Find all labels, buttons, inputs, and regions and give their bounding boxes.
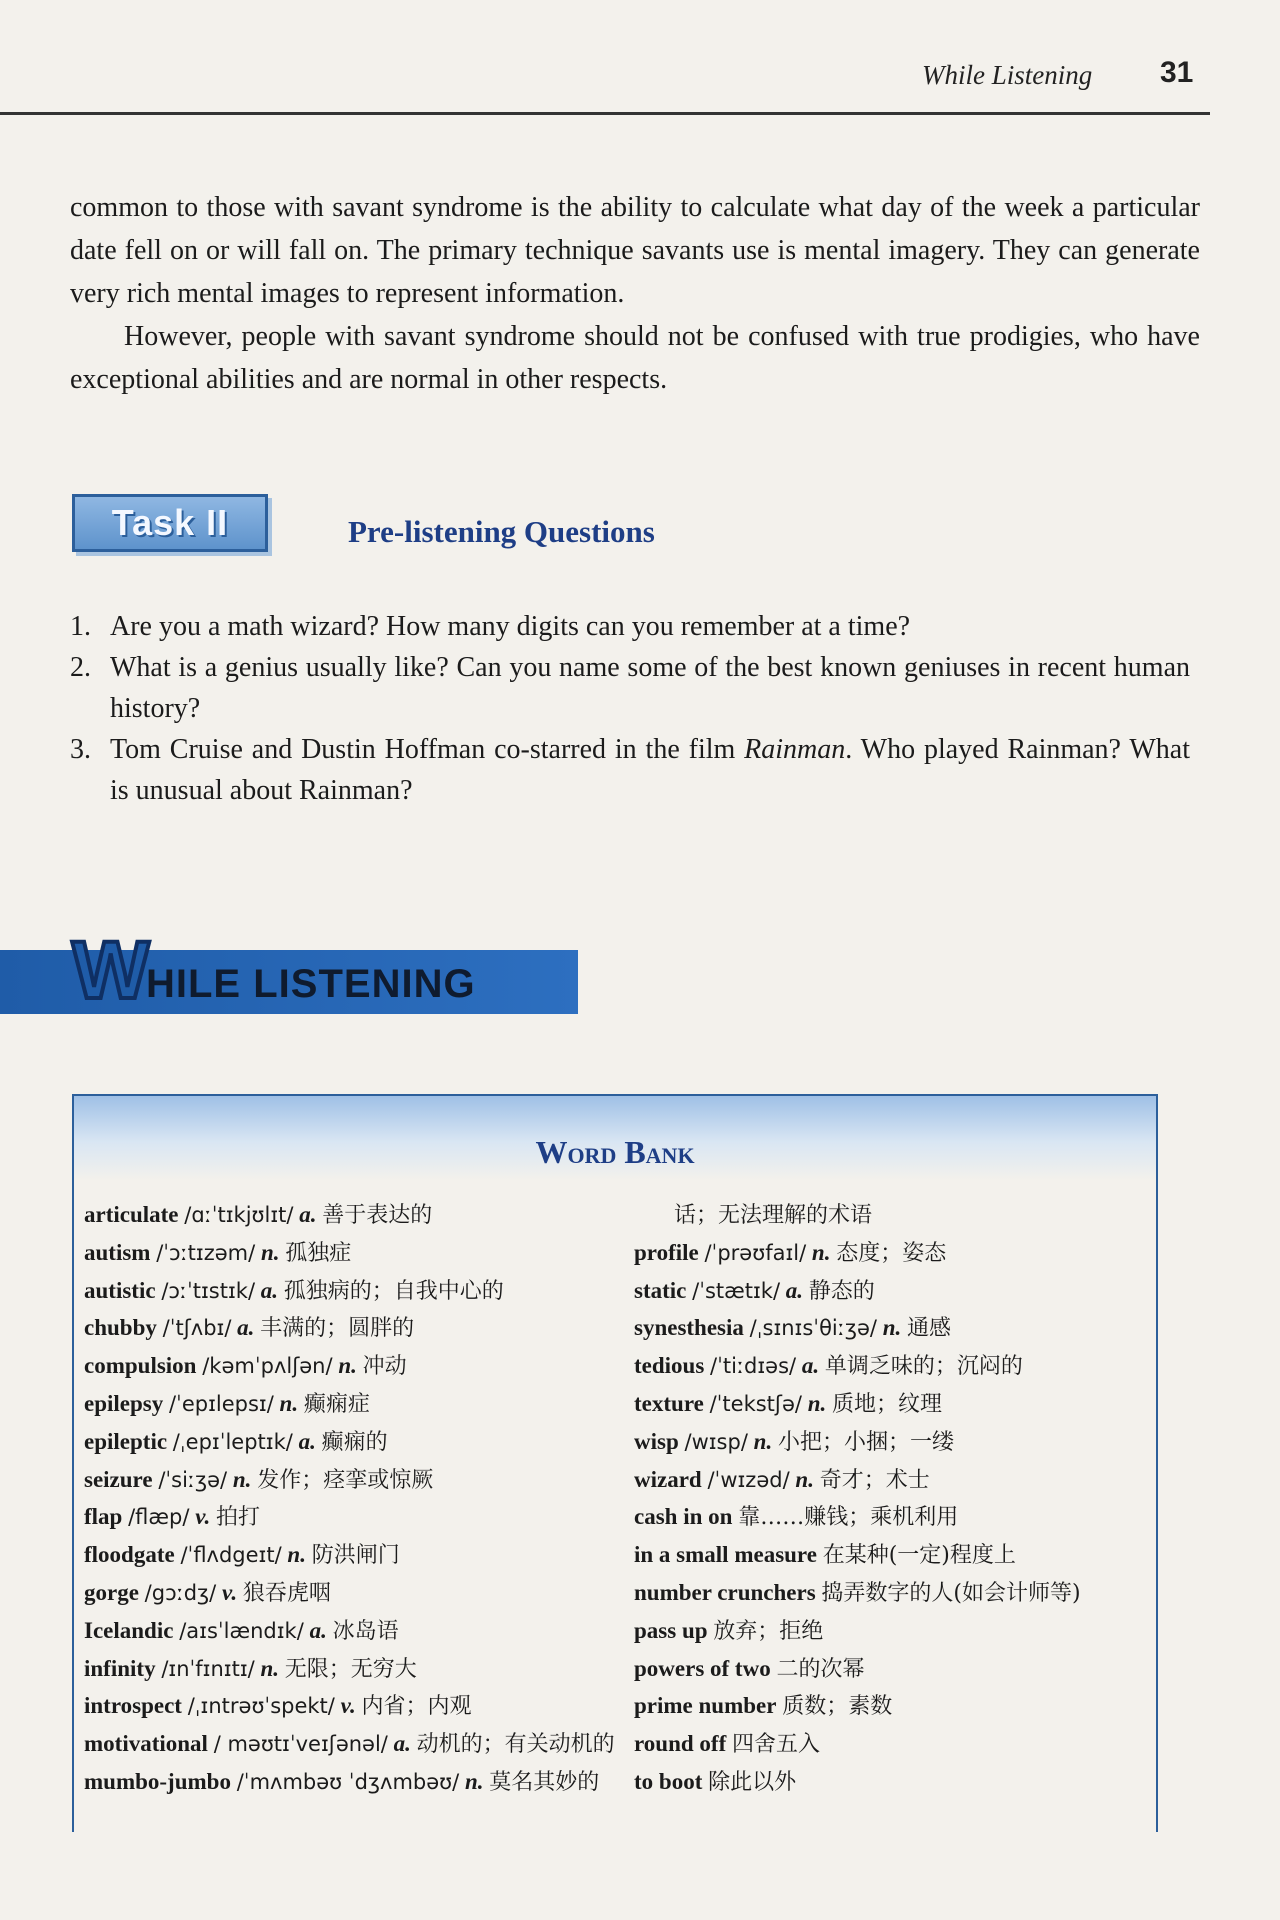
question-text bbox=[110, 729, 1190, 811]
word-bank-left-column bbox=[84, 1196, 634, 1801]
word-definition: 拍打 bbox=[216, 1505, 261, 1531]
word-pronunciation: /ˌsɪnɪsˈθiːʒə/ bbox=[749, 1316, 877, 1341]
word-definition: 小把；小捆；一缕 bbox=[777, 1429, 954, 1455]
word-term: chubby bbox=[84, 1315, 157, 1341]
word-pronunciation: /ˈflʌdgeɪt/ bbox=[180, 1543, 282, 1568]
word-pronunciation: /wɪsp/ bbox=[684, 1429, 748, 1454]
word-entry bbox=[634, 1309, 1154, 1347]
word-part-of-speech: a. bbox=[801, 1353, 820, 1379]
word-entry bbox=[634, 1498, 1154, 1536]
word-pronunciation: /kəmˈpʌlʃən/ bbox=[202, 1354, 333, 1379]
word-entry bbox=[634, 1461, 1154, 1499]
word-entry bbox=[634, 1574, 1154, 1612]
word-definition: 防洪闸门 bbox=[311, 1543, 400, 1569]
word-term: static bbox=[634, 1277, 687, 1303]
word-part-of-speech: v. bbox=[340, 1693, 356, 1719]
word-definition: 靠……赚钱；乘机利用 bbox=[738, 1505, 959, 1531]
word-definition: 动机的；有关动机的 bbox=[416, 1732, 615, 1758]
paragraph-1: common to those with savant syndrome is the ability to calculate what day of the week a particular date fell on or will fall on. The primary technique savants use is mental imagery. They can generate very rich mental images to represent information. bbox=[70, 192, 1200, 309]
banner-initial: W bbox=[72, 925, 150, 1016]
word-pronunciation: /ˈtiːdɪəs/ bbox=[710, 1354, 797, 1379]
word-part-of-speech: a. bbox=[393, 1731, 411, 1757]
word-entry bbox=[634, 1385, 1154, 1423]
word-part-of-speech: n. bbox=[753, 1428, 773, 1454]
running-head: While Listening bbox=[922, 60, 1093, 90]
word-bank bbox=[72, 1094, 1158, 1832]
word-entry bbox=[634, 1612, 1154, 1650]
word-definition: 孤独症 bbox=[285, 1240, 352, 1266]
word-pronunciation: /ˈprəʊfaɪl/ bbox=[704, 1240, 807, 1265]
word-pronunciation: /ɔːˈtɪstɪk/ bbox=[161, 1278, 256, 1303]
word-entry bbox=[84, 1612, 634, 1650]
word-part-of-speech: v. bbox=[195, 1504, 211, 1530]
film-title: Rainman bbox=[744, 734, 846, 765]
word-pronunciation: /aɪsˈlændɪk/ bbox=[179, 1618, 304, 1643]
word-term: synesthesia bbox=[634, 1315, 744, 1341]
word-part-of-speech: n. bbox=[811, 1239, 831, 1265]
word-definition: 发作；痉挛或惊厥 bbox=[257, 1467, 434, 1493]
word-part-of-speech: n. bbox=[287, 1542, 306, 1568]
word-term: tedious bbox=[634, 1353, 705, 1379]
word-entry bbox=[84, 1763, 634, 1801]
word-pronunciation: /ˌepɪˈleptɪk/ bbox=[172, 1429, 293, 1454]
word-definition: 癫痫的 bbox=[321, 1429, 388, 1455]
word-term: round off bbox=[634, 1731, 727, 1757]
word-part-of-speech: n. bbox=[338, 1353, 357, 1379]
word-term: pass up bbox=[634, 1617, 708, 1643]
word-part-of-speech: a. bbox=[298, 1428, 316, 1454]
word-pronunciation: /flæp/ bbox=[128, 1505, 190, 1530]
word-term: profile bbox=[634, 1239, 699, 1265]
word-definition: 孤独病的；自我中心的 bbox=[283, 1278, 504, 1304]
word-entry bbox=[84, 1347, 634, 1385]
word-entry bbox=[634, 1687, 1154, 1725]
question-text: Are you a math wizard? How many digits can you remember at a time? bbox=[110, 611, 911, 642]
word-pronunciation: /ˈtʃʌbɪ/ bbox=[162, 1316, 232, 1341]
word-part-of-speech: n. bbox=[279, 1390, 299, 1416]
word-part-of-speech: n. bbox=[807, 1390, 827, 1416]
word-term: infinity bbox=[84, 1655, 156, 1681]
word-entry bbox=[84, 1309, 634, 1347]
word-definition: 无限；无穷大 bbox=[284, 1656, 417, 1682]
word-term: compulsion bbox=[84, 1353, 197, 1379]
word-part-of-speech: n. bbox=[882, 1315, 902, 1341]
word-definition: 冲动 bbox=[362, 1354, 407, 1380]
word-pronunciation: /ˈtekstʃə/ bbox=[709, 1391, 802, 1416]
word-entry bbox=[84, 1272, 634, 1310]
question-number: 1. bbox=[70, 611, 91, 642]
word-term: epilepsy bbox=[84, 1390, 164, 1416]
word-term: to boot bbox=[634, 1768, 703, 1794]
word-entry bbox=[634, 1763, 1154, 1801]
word-part-of-speech: a. bbox=[299, 1202, 317, 1227]
word-term: articulate bbox=[84, 1202, 179, 1227]
word-pronunciation: /ˈstætɪk/ bbox=[692, 1278, 781, 1303]
word-definition: 二的次幂 bbox=[776, 1656, 865, 1682]
word-definition: 捣弄数字的人(如会计师等) bbox=[821, 1580, 1081, 1606]
word-term: autistic bbox=[84, 1277, 156, 1303]
word-definition: 静态的 bbox=[808, 1278, 875, 1304]
question-text-before: Tom Cruise and Dustin Hoffman co-starred in the film bbox=[110, 734, 745, 765]
word-pronunciation: /gɔːdʒ/ bbox=[144, 1580, 217, 1605]
word-term: gorge bbox=[84, 1579, 139, 1605]
word-entry bbox=[634, 1650, 1154, 1688]
word-pronunciation: /ˈsiːʒə/ bbox=[158, 1467, 228, 1492]
word-definition: 质数；素数 bbox=[782, 1694, 893, 1720]
word-term: floodgate bbox=[84, 1542, 175, 1568]
word-definition: 莫名其妙的 bbox=[489, 1769, 600, 1795]
word-part-of-speech: n. bbox=[260, 1239, 280, 1265]
word-term: wisp bbox=[634, 1428, 679, 1454]
word-term: autism bbox=[84, 1239, 151, 1265]
word-definition: 狼吞虎咽 bbox=[242, 1580, 331, 1606]
word-term: powers of two bbox=[634, 1655, 771, 1681]
word-entry bbox=[84, 1574, 634, 1612]
word-term: wizard bbox=[634, 1466, 702, 1492]
word-pronunciation: /ˈɔːtɪzəm/ bbox=[156, 1240, 256, 1265]
word-term: cash in on bbox=[634, 1504, 733, 1530]
word-entry bbox=[634, 1272, 1154, 1310]
task-badge-label: Task II bbox=[111, 502, 229, 543]
word-entry bbox=[634, 1423, 1154, 1461]
word-entry bbox=[634, 1725, 1154, 1763]
word-term: texture bbox=[634, 1390, 704, 1416]
word-definition: 癫痫症 bbox=[303, 1391, 370, 1417]
word-part-of-speech: n. bbox=[260, 1655, 280, 1681]
word-definition: 质地；纹理 bbox=[832, 1391, 943, 1417]
question-text: What is a genius usually like? Can you name some of the best known geniuses in recent human history? bbox=[110, 652, 1190, 724]
word-entry bbox=[634, 1234, 1154, 1272]
word-pronunciation: / məʊtɪˈveɪʃənəl/ bbox=[213, 1732, 388, 1757]
word-entry bbox=[84, 1234, 634, 1272]
word-definition: 善于表达的 bbox=[322, 1203, 433, 1228]
word-entry bbox=[634, 1347, 1154, 1385]
word-part-of-speech: n. bbox=[232, 1466, 252, 1492]
word-term: motivational bbox=[84, 1731, 208, 1757]
word-pronunciation: /ɪnˈfɪnɪtɪ/ bbox=[161, 1656, 255, 1681]
word-term: introspect bbox=[84, 1693, 182, 1719]
paragraph-2: However, people with savant syndrome should not be confused with true prodigies, who have exceptional abilities and are normal in other respects. bbox=[70, 321, 1200, 395]
word-part-of-speech: a. bbox=[309, 1617, 327, 1643]
word-entry bbox=[84, 1650, 634, 1688]
word-part-of-speech: n. bbox=[464, 1768, 484, 1794]
body-text bbox=[70, 186, 1200, 401]
word-entry bbox=[84, 1385, 634, 1423]
word-part-of-speech: n. bbox=[795, 1466, 814, 1492]
word-term: seizure bbox=[84, 1466, 153, 1492]
word-definition: 丰满的；圆胖的 bbox=[260, 1316, 415, 1342]
word-term: mumbo-jumbo bbox=[84, 1768, 231, 1794]
word-definition: 通感 bbox=[907, 1316, 952, 1342]
word-entry bbox=[84, 1498, 634, 1536]
word-entry bbox=[634, 1536, 1154, 1574]
question-number: 2. bbox=[70, 652, 91, 683]
word-definition: 内省；内观 bbox=[361, 1694, 472, 1720]
question-number: 3. bbox=[70, 734, 91, 765]
word-term: in a small measure bbox=[634, 1542, 817, 1568]
word-term: number crunchers bbox=[634, 1579, 816, 1605]
word-pronunciation: /ɑːˈtɪkjʊlɪt/ bbox=[184, 1203, 294, 1227]
word-definition: 除此以外 bbox=[708, 1769, 797, 1795]
word-pronunciation: /ˌɪntrəʊˈspekt/ bbox=[187, 1694, 335, 1719]
word-definition: 放弃；拒绝 bbox=[713, 1618, 824, 1644]
word-part-of-speech: v. bbox=[221, 1579, 238, 1605]
word-term: flap bbox=[84, 1504, 123, 1530]
word-pronunciation: /ˈwɪzəd/ bbox=[707, 1467, 790, 1492]
word-pronunciation: /ˈmʌmbəʊ ˈdʒʌmbəʊ/ bbox=[236, 1769, 460, 1794]
word-entry bbox=[84, 1687, 634, 1725]
header-rule bbox=[0, 112, 1210, 115]
word-part-of-speech: a. bbox=[237, 1315, 255, 1341]
word-entry bbox=[634, 1196, 1154, 1234]
question-item bbox=[70, 606, 1190, 647]
word-definition-continued: 话；无法理解的术语 bbox=[674, 1203, 873, 1228]
word-definition: 单调乏味的；沉闷的 bbox=[824, 1354, 1023, 1380]
word-entry bbox=[84, 1725, 634, 1763]
task-badge bbox=[72, 494, 268, 552]
word-entry bbox=[84, 1461, 634, 1499]
word-bank-title: Word Bank bbox=[535, 1134, 695, 1170]
question-list bbox=[70, 606, 1190, 811]
word-entry bbox=[84, 1196, 634, 1234]
word-entry bbox=[84, 1423, 634, 1461]
question-item bbox=[70, 647, 1190, 729]
question-text-after: . Who played Rainman? What is unusual about Rainman? bbox=[110, 734, 1190, 806]
word-bank-right-column bbox=[634, 1196, 1154, 1801]
word-term: prime number bbox=[634, 1693, 777, 1719]
word-definition: 态度；姿态 bbox=[836, 1240, 947, 1266]
word-definition: 冰岛语 bbox=[332, 1618, 399, 1644]
word-pronunciation: /ˈepɪlepsɪ/ bbox=[168, 1391, 274, 1416]
word-definition: 在某种(一定)程度上 bbox=[822, 1543, 1016, 1569]
word-term: epileptic bbox=[84, 1428, 168, 1454]
word-part-of-speech: a. bbox=[260, 1277, 279, 1303]
question-item bbox=[70, 729, 1190, 811]
word-definition: 四舍五入 bbox=[732, 1732, 821, 1758]
banner-title: HILE LISTENING bbox=[146, 962, 476, 1006]
word-term: Icelandic bbox=[84, 1617, 174, 1643]
task-title: Pre-listening Questions bbox=[348, 514, 655, 549]
word-entry bbox=[84, 1536, 634, 1574]
page-number: 31 bbox=[1160, 56, 1194, 89]
word-definition: 奇才；术士 bbox=[819, 1467, 930, 1493]
word-part-of-speech: a. bbox=[785, 1277, 804, 1303]
